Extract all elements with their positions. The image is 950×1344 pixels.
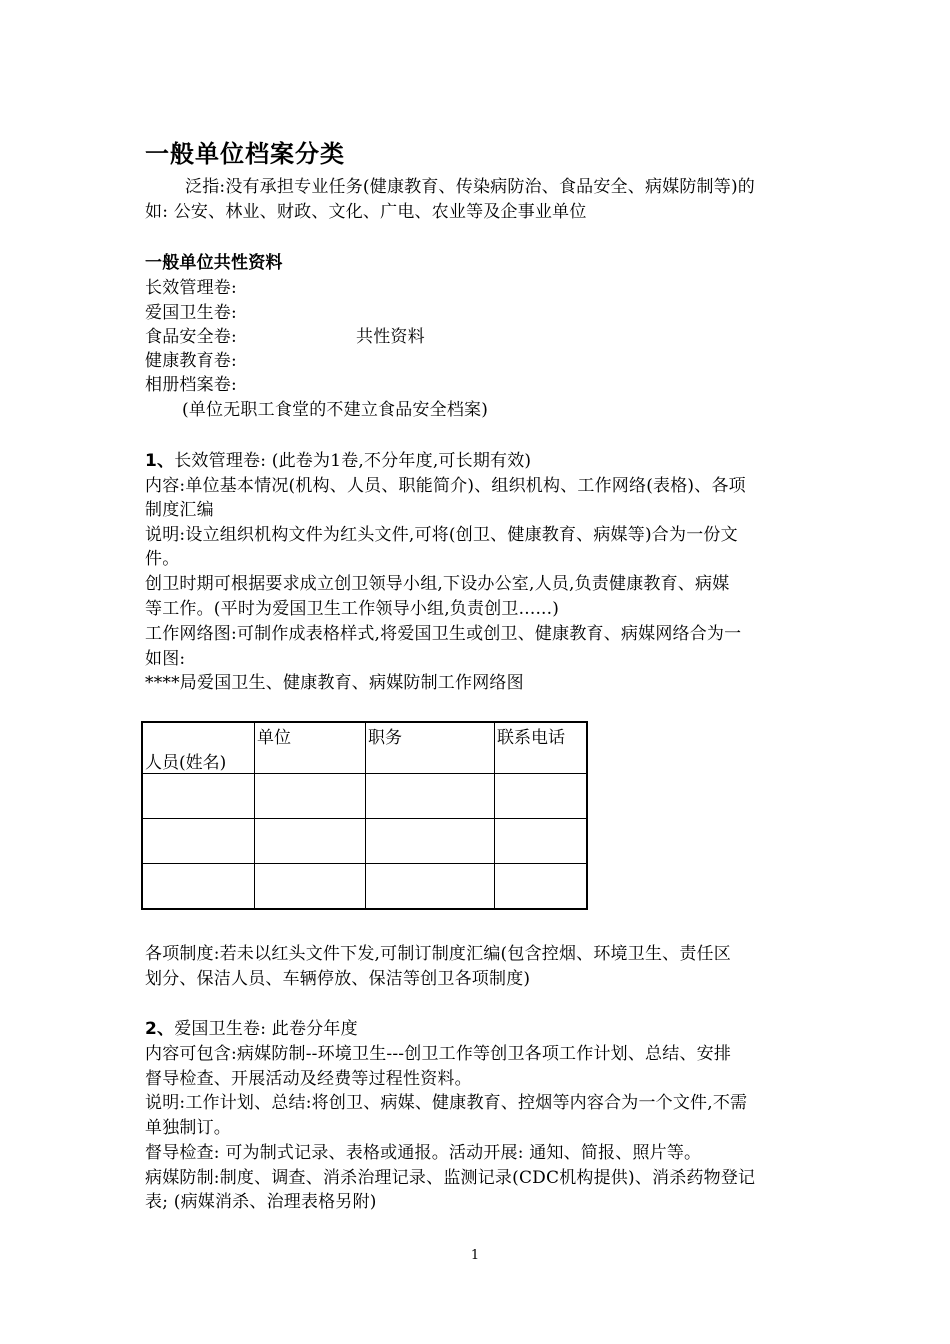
common-item: 健康教育卷: — [145, 351, 237, 371]
table-row — [142, 774, 587, 819]
common-item: 长效管理卷: — [145, 278, 237, 298]
table-cell — [142, 864, 255, 910]
section1-heading — [145, 449, 531, 473]
page-title: 一般单位档案分类 — [145, 140, 345, 168]
table-cell — [255, 774, 366, 819]
table-cell — [366, 774, 495, 819]
section1-line: 内容:单位基本情况(机构、人员、职能简介)、组织机构、工作网络(表格)、各项 — [145, 476, 746, 496]
header-cell-phone: 联系电话 — [495, 722, 588, 774]
section1-title: 长效管理卷: (此卷为1卷,不分年度,可长期有效) — [174, 451, 532, 471]
section2-title: 爱国卫生卷: 此卷分年度 — [174, 1019, 358, 1039]
table-row — [142, 864, 587, 910]
network-table — [141, 721, 588, 910]
section1-line: 件。 — [145, 549, 180, 569]
section2-heading — [145, 1017, 358, 1041]
header-cell-unit: 单位 — [255, 722, 366, 774]
common-item: 食品安全卷: — [145, 327, 237, 347]
intro-line-1: 泛指:没有承担专业任务(健康教育、传染病防治、食品安全、病媒防制等)的 — [185, 177, 755, 197]
section1-line: 等工作。(平时为爱国卫生工作领导小组,负责创卫......) — [145, 599, 560, 619]
section2-line: 督导检查、开展活动及经费等过程性资料。 — [145, 1069, 472, 1089]
header-cell-position: 职务 — [366, 722, 495, 774]
section1-number: 1、 — [145, 451, 175, 471]
section2-line: 内容可包含:病媒防制--环境卫生---创卫工作等创卫各项工作计划、总结、安排 — [145, 1044, 732, 1064]
section2-line: 督导检查: 可为制式记录、表格或通报。活动开展: 通知、简报、照片等。 — [145, 1143, 702, 1163]
table-cell — [142, 819, 255, 864]
common-side-label: 共性资料 — [356, 327, 425, 347]
common-item: 相册档案卷: — [145, 375, 237, 395]
section1-line: 制度汇编 — [145, 500, 214, 520]
section1-line: 如图: — [145, 649, 186, 669]
section2-line: 说明:工作计划、总结:将创卫、病媒、健康教育、控烟等内容合为一个文件,不需 — [145, 1093, 748, 1113]
table-cell — [495, 864, 588, 910]
table-caption: ****局爱国卫生、健康教育、病媒防制工作网络图 — [145, 673, 524, 693]
section2-number: 2、 — [145, 1019, 175, 1039]
table-row — [142, 819, 587, 864]
table-cell — [495, 774, 588, 819]
table-cell — [366, 864, 495, 910]
intro-line-2: 如: 公安、林业、财政、文化、广电、农业等及企事业单位 — [145, 202, 587, 222]
section1-line: 工作网络图:可制作成表格样式,将爱国卫生或创卫、健康教育、病媒网络合为一 — [145, 624, 742, 644]
table-header-row — [142, 722, 587, 774]
table-cell — [255, 864, 366, 910]
common-note: (单位无职工食堂的不建立食品安全档案) — [182, 400, 489, 420]
after-table-line: 各项制度:若未以红头文件下发,可制订制度汇编(包含控烟、环境卫生、责任区 — [145, 944, 731, 964]
section1-line: 说明:设立组织机构文件为红头文件,可将(创卫、健康教育、病媒等)合为一份文 — [145, 525, 738, 545]
table-cell — [366, 819, 495, 864]
table-cell — [142, 774, 255, 819]
after-table-line: 划分、保洁人员、车辆停放、保洁等创卫各项制度) — [145, 969, 531, 989]
section1-line: 创卫时期可根据要求成立创卫领导小组,下设办公室,人员,负责健康教育、病媒 — [145, 574, 730, 594]
section2-line: 表; (病媒消杀、治理表格另附) — [145, 1192, 377, 1212]
common-item: 爱国卫生卷: — [145, 303, 237, 323]
table-cell — [495, 819, 588, 864]
section2-line: 单独制订。 — [145, 1118, 231, 1138]
header-cell-name: 人员(姓名) — [142, 722, 255, 774]
table-cell — [255, 819, 366, 864]
page-number: 1 — [470, 1248, 480, 1263]
common-heading: 一般单位共性资料 — [145, 253, 283, 273]
section2-line: 病媒防制:制度、调查、消杀治理记录、监测记录(CDC机构提供)、消杀药物登记 — [145, 1168, 756, 1188]
